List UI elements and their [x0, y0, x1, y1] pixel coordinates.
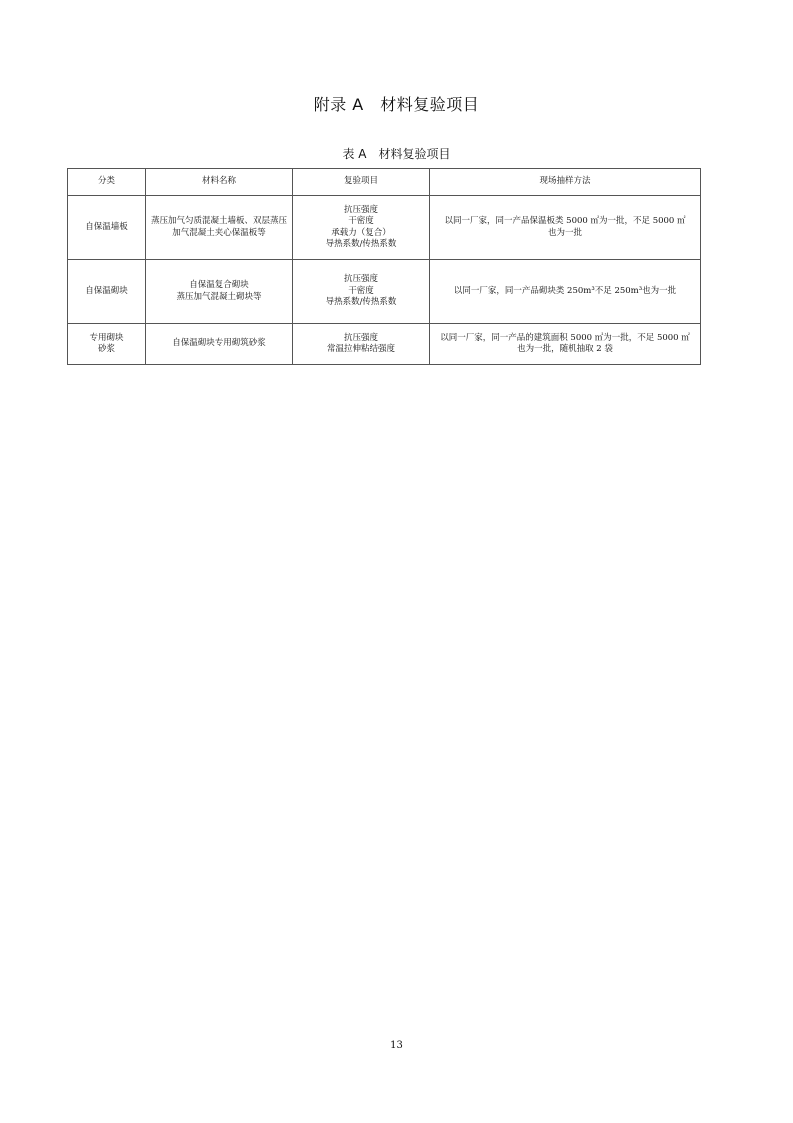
cell-sampling	[430, 260, 701, 324]
cell-line: 自保温墙板	[85, 221, 128, 232]
cell-material	[146, 196, 293, 260]
cell-line: 以同一厂家，同一产品保温板类 5000 ㎡为一批，不足 5000 ㎡	[444, 216, 686, 227]
material-retest-table	[67, 168, 701, 365]
cell-line: 抗压强度	[343, 332, 378, 343]
cell-line: 常温拉伸粘结强度	[326, 344, 395, 354]
appendix-title: 附录 A 材料复验项目	[313, 95, 480, 114]
cell-category	[68, 260, 146, 324]
cell-items	[293, 196, 430, 260]
cell-sampling	[430, 196, 701, 260]
cell-line: 以同一厂家，同一产品的建筑面积 5000 ㎡为一批，不足 5000 ㎡	[440, 332, 690, 343]
page-number: 13	[390, 1040, 403, 1051]
cell-items	[293, 324, 430, 365]
header-material-name: 材料名称	[146, 169, 293, 196]
cell-line: 自保温砌块专用砌筑砂浆	[172, 338, 266, 349]
header-sampling-method: 现场抽样方法	[430, 169, 701, 196]
table-header-row	[68, 169, 701, 196]
cell-line: 导热系数/传热系数	[325, 297, 397, 308]
cell-line: 也为一批	[547, 227, 582, 238]
cell-line: 蒸压加气匀质混凝土墙板、双层蒸压	[150, 216, 287, 227]
table-row	[68, 260, 701, 324]
table-row	[68, 324, 701, 365]
header-category: 分类	[68, 169, 146, 196]
table-row	[68, 196, 701, 260]
cell-line: 承载力（复合）	[331, 227, 391, 238]
cell-line: 自保温复合砌块	[189, 280, 249, 291]
cell-line: 抗压强度	[343, 274, 378, 285]
cell-line: 专用砌块	[89, 332, 124, 343]
cell-sampling	[430, 324, 701, 365]
table-caption: 表 A 材料复验项目	[342, 147, 451, 161]
cell-line: 干密度	[348, 216, 374, 227]
cell-line: 也为一批，随机抽取 2 袋	[517, 344, 613, 354]
cell-line: 加气混凝土夹心保温板等	[172, 227, 266, 238]
cell-items	[293, 260, 430, 324]
cell-category	[68, 196, 146, 260]
cell-material	[146, 260, 293, 324]
cell-line: 抗压强度	[343, 204, 378, 215]
cell-line: 导热系数/传热系数	[325, 238, 397, 249]
cell-category	[68, 324, 146, 365]
cell-material	[146, 324, 293, 365]
cell-line: 蒸压加气混凝土砌块等	[176, 291, 262, 302]
cell-line: 以同一厂家，同一产品砌块类 250m³不足 250m³也为一批	[453, 285, 677, 296]
cell-line: 砂浆	[97, 344, 115, 354]
cell-line: 干密度	[348, 285, 374, 296]
header-retest-items: 复验项目	[293, 169, 430, 196]
cell-line: 自保温砌块	[85, 285, 128, 296]
